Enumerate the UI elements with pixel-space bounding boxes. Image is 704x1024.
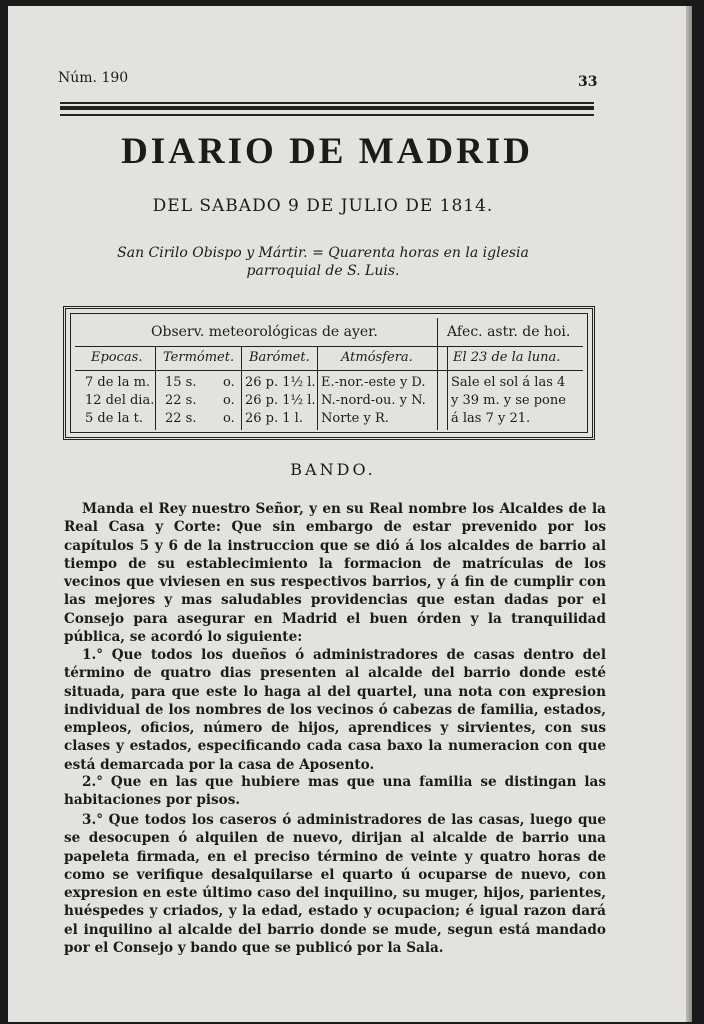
weather-vline-1 <box>155 346 156 430</box>
weather-vline-4 <box>447 346 448 430</box>
weather-heading-astronomy: Afec. astr. de hoi. <box>447 324 571 340</box>
termo-cells <box>165 374 196 428</box>
table-cell: Norte y R. <box>321 411 389 426</box>
table-cell: 26 p. 1½ l. <box>245 393 316 408</box>
table-cell: N.-nord-ou. y N. <box>321 393 426 408</box>
bando-heading: BANDO. <box>290 460 376 479</box>
table-cell: o. <box>223 393 235 408</box>
table-cell: E.-nor.-este y D. <box>321 375 426 390</box>
col-barometro: Barómet. <box>249 350 310 365</box>
epocas-cells <box>85 374 154 428</box>
barom-cells <box>245 374 316 428</box>
header-rule-thick <box>60 106 594 110</box>
weather-vline-2 <box>241 346 242 430</box>
degree-cells <box>223 374 235 428</box>
table-cell: 22 s. <box>165 411 197 426</box>
table-cell: o. <box>223 375 235 390</box>
saint-of-day <box>98 244 548 280</box>
table-cell: 26 p. 1 l. <box>245 411 303 426</box>
weather-table <box>63 306 595 440</box>
bando-paragraph-3: 2.° Que en las que hubiere mas que una familia se distingan las habitaciones por pisos. <box>64 774 606 809</box>
saint-line-1: San Cirilo Obispo y Mártir. = Quarenta horas en la iglesia <box>117 245 529 261</box>
bando-paragraph-4: 3.° Que todos los caseros ó administradores de las casas, luego que se desocupen ó alquilen de nuevo, dirijan al alcalde de barrio una papeleta firmada, en el preciso término de veinte y quatro horas de como se verifique desalquilarse el quarto ú ocuparse de nuevo, con expresion en este último caso del inquilino, su muger, hijos, parientes, huéspedes y criados, y la edad, estado y ocupacion; é igual razon dará el inquilino al alcalde del barrio donde se mude, segun está mandado por el Consejo y bando que se publicó por la Sala. <box>64 812 606 957</box>
weather-divider-2 <box>75 370 583 371</box>
header-rule-top <box>60 102 594 104</box>
masthead-title: DIARIO DE MADRID <box>121 131 533 172</box>
luna-cells <box>451 374 566 428</box>
col-termometro: Termómet. <box>163 350 235 365</box>
table-cell: o. <box>223 411 235 426</box>
table-cell: y 39 m. y se pone <box>451 393 566 408</box>
weather-divider-1 <box>75 346 583 347</box>
table-cell: 26 p. 1½ l. <box>245 375 316 390</box>
page-number: 33 <box>578 74 598 90</box>
col-luna: El 23 de la luna. <box>453 350 561 365</box>
weather-heading-observations: Observ. meteorológicas de ayer. <box>151 324 378 340</box>
table-cell: 12 del dia. <box>85 393 155 408</box>
weather-vline-astr <box>437 318 438 430</box>
newspaper-page <box>8 6 692 1022</box>
page-edge <box>686 6 692 1022</box>
header-rule-bottom <box>60 114 594 116</box>
atmos-cells <box>321 374 426 428</box>
table-cell: 5 de la t. <box>85 411 143 426</box>
issue-number: Núm. 190 <box>58 70 129 86</box>
bando-paragraph-2: 1.° Que todos los dueños ó administradores de casas dentro del término de quatro dias presenten al alcalde del barrio donde esté situada, para que este lo haga al del quartel, una nota con expresion individual de los nombres de los vecinos ó cabezas de familia, estados, empleos, oficios, número de hijos, aprendices y sirvientes, con sus clases y estados, especificando cada casa baxo la numeracion con que está demarcada por la casa de Aposento. <box>64 647 606 773</box>
table-cell: Sale el sol á las 4 <box>451 375 566 390</box>
table-cell: 7 de la m. <box>85 375 151 390</box>
table-cell: á las 7 y 21. <box>451 411 531 426</box>
bando-paragraph-1: Manda el Rey nuestro Señor, y en su Real nombre los Alcaldes de la Real Casa y Corte: Que sin embargo de estar prevenido por los capítulos 5 y 6 de la instruccion que se dió á los alcaldes de barrio al tiempo de su establecimiento la formacion de matrículas de los vecinos que viviesen en sus respectivos barrios, y á fin de cumplir con las mejores y mas saludables providencias que estan dadas por el Consejo para asegurar en Madrid el buen órden y la tranquilidad pública, se acordó lo siguiente: <box>64 501 606 646</box>
table-cell: 15 s. <box>165 375 197 390</box>
table-cell: 22 s. <box>165 393 197 408</box>
col-epocas: Epocas. <box>91 350 143 365</box>
col-atmosfera: Atmósfera. <box>341 350 413 365</box>
saint-line-2: parroquial de S. Luis. <box>246 263 400 279</box>
weather-vline-3 <box>317 346 318 430</box>
issue-date: DEL SABADO 9 DE JULIO DE 1814. <box>152 196 494 216</box>
